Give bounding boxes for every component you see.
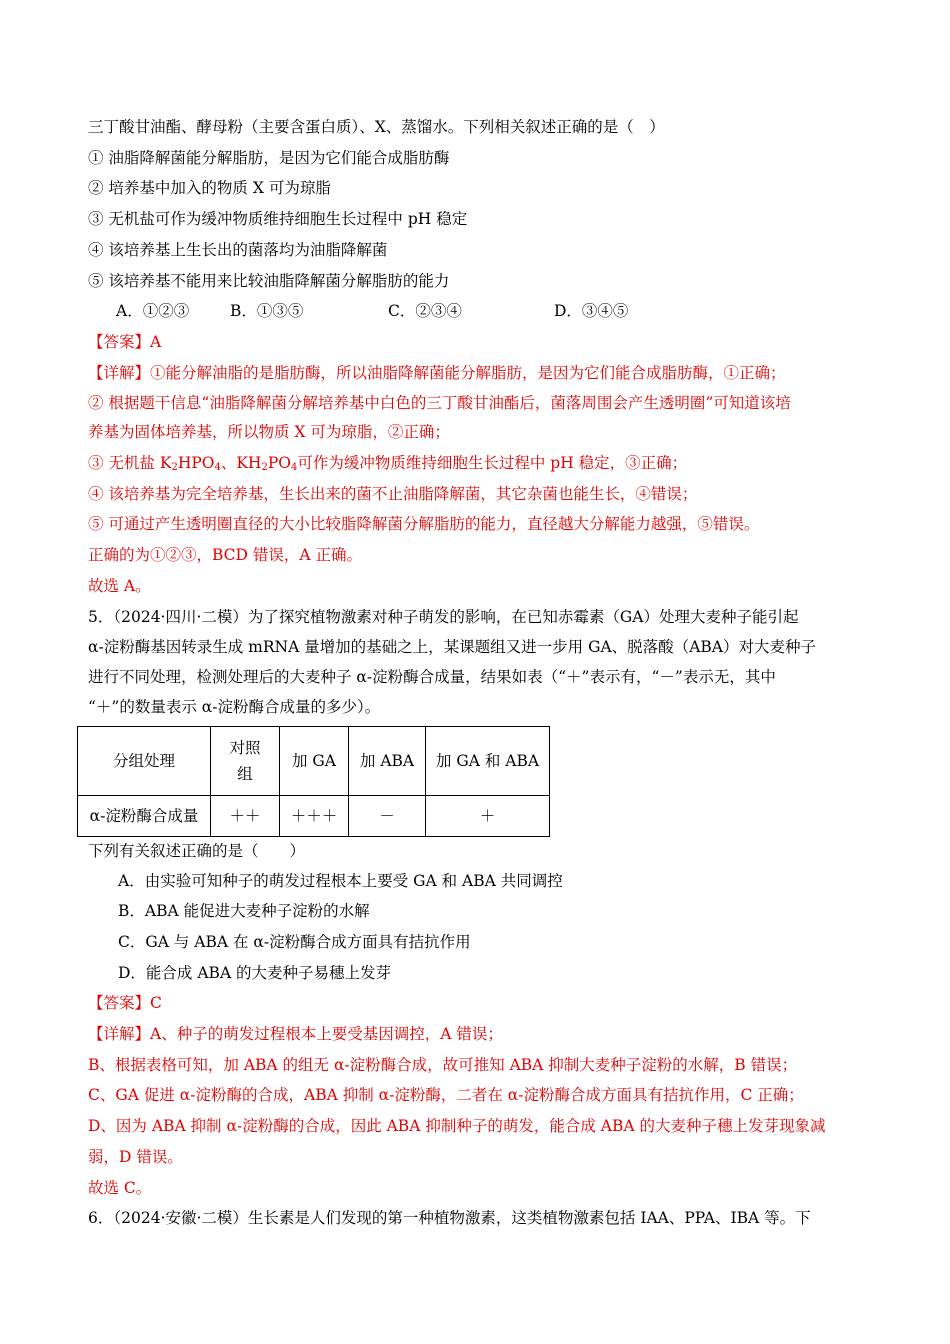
table-row (78, 796, 550, 837)
q4-detail-5: ⑤ 可通过产生透明圈直径的大小比较脂降解菌分解脂肪的能力，直径越大分解能力越强，⑤错误。 (88, 515, 760, 533)
q5-option-d: D．能合成 ABA 的大麦种子易穗上发芽 (118, 964, 392, 982)
q5-option-c: C．GA 与 ABA 在 α-淀粉酶合成方面具有拮抗作用 (118, 933, 471, 951)
table-cell: ＋＋＋ (280, 796, 349, 837)
q4-final: 故选 A。 (88, 577, 151, 595)
q4-statement-4: ④ 该培养基上生长出的菌落均为油脂降解菌 (88, 241, 388, 259)
q4-statement-3: ③ 无机盐可作为缓冲物质维持细胞生长过程中 pH 稳定 (88, 210, 468, 228)
q4-option-c: C．②③④ (388, 302, 462, 320)
header-ctrl-line1: 对照 (229, 739, 261, 757)
table-cell: α-淀粉酶合成量 (78, 796, 211, 837)
q6-stem-1: 6．（2024·安徽·二模）生长素是人们发现的第一种植物激素，这类植物激素包括 IAA、PPA、IBA 等。下 (88, 1209, 811, 1227)
header-ctrl-line2: 组 (237, 765, 253, 783)
q5-answer: 【答案】C (88, 994, 162, 1012)
table-header-row (78, 727, 550, 796)
q4-stem: 三丁酸甘油酯、酵母粉（主要含蛋白质）、X、蒸馏水。下列相关叙述正确的是（ ） (88, 118, 665, 136)
q5-stem-3: 进行不同处理，检测处理后的大麦种子 α-淀粉酶合成量，结果如表（“＋”表示有，“－”表示无，其中 (88, 668, 776, 686)
q5-detail-4a: D、因为 ABA 抑制 α-淀粉酶的合成，因此 ABA 抑制种子的萌发，能合成 ABA 的大麦种子穗上发芽现象减 (88, 1117, 826, 1135)
q4-statement-5: ⑤ 该培养基不能用来比较油脂降解菌分解脂肪的能力 (88, 272, 450, 290)
q4-answer: 【答案】A (88, 333, 162, 351)
table-header-cell (211, 727, 280, 796)
subscript: 4 (214, 462, 221, 473)
formula-part: HPO (177, 454, 215, 472)
q4-option-a: A．①②③ (116, 302, 190, 320)
q5-results-table (77, 726, 550, 837)
q4-conclusion: 正确的为①②③，BCD 错误，A 正确。 (88, 546, 363, 564)
subscript: 2 (171, 462, 178, 473)
q5-detail-4b: 弱，D 错误。 (88, 1148, 183, 1166)
table-cell: ＋＋ (211, 796, 280, 837)
table-cell: ＋ (426, 796, 550, 837)
q5-stem-2: α-淀粉酶基因转录生成 mRNA 量增加的基础之上，某课题组又进一步用 GA、脱落酸（ABA）对大麦种子 (88, 638, 816, 656)
q4-detail-1: 【详解】①能分解油脂的是脂肪酶，所以油脂降解菌能分解脂肪，是因为它们能合成脂肪酶，①正确； (88, 364, 786, 382)
q4-detail-2a: ② 根据题干信息“油脂降解菌分解培养基中白色的三丁酸甘油酯后，菌落周围会产生透明圈”可知道该培 (88, 394, 791, 412)
q5-final: 故选 C。 (88, 1179, 152, 1197)
q5-detail-1: 【详解】A、种子的萌发过程根本上要受基因调控，A 错误； (88, 1025, 503, 1043)
q4-option-b: B．①③⑤ (230, 302, 304, 320)
q4-statement-1: ① 油脂降解菌能分解脂肪，是因为它们能合成脂肪酶 (88, 149, 450, 167)
q5-option-b: B．ABA 能促进大麦种子淀粉的水解 (118, 902, 370, 920)
q5-detail-3: C、GA 促进 α-淀粉酶的合成，ABA 抑制 α-淀粉酶，二者在 α-淀粉酶合成方面具有拮抗作用，C 正确； (88, 1086, 804, 1104)
q4-option-d: D．③④⑤ (554, 302, 629, 320)
q5-option-a: A．由实验可知种子的萌发过程根本上要受 GA 和 ABA 共同调控 (118, 872, 563, 890)
table-header-cell: 加 GA (280, 727, 349, 796)
q5-question: 下列有关叙述正确的是（ ） (88, 842, 306, 860)
q5-stem-1: 5．（2024·四川·二模）为了探究植物激素对种子萌发的影响，在已知赤霉素（GA）处理大麦种子能引起 (88, 608, 799, 626)
separator: 、KH (220, 454, 262, 472)
q4-statement-2: ② 培养基中加入的物质 X 可为琼脂 (88, 179, 331, 197)
detail-3-tail: 可作为缓冲物质维持细胞生长过程中 pH 稳定，③正确； (297, 454, 688, 472)
table-header-cell: 分组处理 (78, 727, 211, 796)
q4-detail-2b: 养基为固体培养基，所以物质 X 可为琼脂，②正确； (88, 423, 450, 441)
table-header-cell: 加 GA 和 ABA (426, 727, 550, 796)
q4-options (116, 300, 628, 322)
q4-detail-4: ④ 该培养基为完全培养基，生长出来的菌不止油脂降解菌，其它杂菌也能生长，④错误； (88, 485, 698, 503)
q4-detail-3: ③ 无机盐 $K_2HPO_4$、$KH_2PO_4$可作为缓冲物质维持细胞生长过程中 pH 稳定，③正确； (88, 454, 688, 473)
subscript: 2 (261, 462, 268, 473)
table-header-cell: 加 ABA (349, 727, 426, 796)
formula-part: PO (267, 454, 291, 472)
q5-stem-4: “＋”的数量表示 α-淀粉酶合成量的多少）。 (88, 698, 381, 716)
q5-detail-2: B、根据表格可知，加 ABA 的组无 α-淀粉酶合成，故可推知 ABA 抑制大麦种子淀粉的水解，B 错误； (88, 1056, 798, 1074)
subscript: 4 (290, 462, 298, 473)
table-cell: － (349, 796, 426, 837)
